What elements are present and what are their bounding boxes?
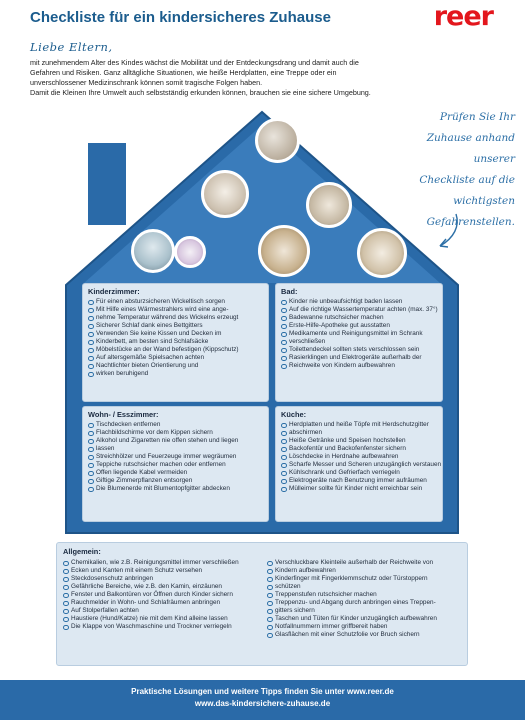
- arrow-icon: [432, 212, 462, 252]
- intro-line: Gefahren und Risiken. Ganz alltägliche Situationen, wie heiße Herdplatten, eine Treppe oder ein: [30, 68, 337, 77]
- greeting: Liebe Eltern,: [30, 40, 113, 54]
- section-wohnzimmer: [82, 406, 269, 522]
- page-title: Checkliste für ein kindersicheres Zuhause: [30, 9, 331, 26]
- list-item: verschließen: [281, 338, 437, 346]
- callout-line: Checkliste auf die: [419, 174, 515, 186]
- list-item: Chemikalien, wie z.B. Reinigungsmittel immer verschließen: [63, 559, 257, 567]
- section-kinderzimmer: [82, 283, 269, 402]
- list-item: nehme Temperatur während des Wickelns erzeugt: [88, 314, 263, 322]
- list-item: Die Klappe von Waschmaschine und Trockner verriegeln: [63, 623, 257, 631]
- list-item: Herdplatten und heiße Töpfe mit Herdschutzgitter: [281, 421, 437, 429]
- brand-logo: reer: [433, 1, 493, 32]
- list-item: Steckdosenschutz anbringen: [63, 575, 257, 583]
- photo-child-cabinet: [201, 170, 249, 218]
- list-item: Medikamente und Reinigungsmittel im Schrank: [281, 330, 437, 338]
- list-item: Auf Stolperfallen achten: [63, 607, 257, 615]
- section-kueche: [275, 406, 443, 522]
- list-item: Auf altersgemäße Spielsachen achten: [88, 354, 263, 362]
- list-item: Tischdecken entfernen: [88, 421, 263, 429]
- list-item: Mit Hilfe eines Wärmestrahlers wird eine ange-: [88, 306, 263, 314]
- photo-gate-open: [357, 228, 407, 278]
- photo-child-stairs: [306, 182, 352, 228]
- photo-window-guard: [255, 118, 300, 163]
- list-item: Streichhölzer und Feuerzeuge immer wegräumen: [88, 453, 263, 461]
- intro-line: unverschlossener Medizinschrank können somit tragische Folgen haben.: [30, 78, 263, 87]
- list-item: Haustiere (Hund/Katze) nie mit dem Kind alleine lassen: [63, 615, 257, 623]
- section-title: Allgemein:: [63, 547, 101, 556]
- list-item: Treppenzu- und Abgang durch anbringen eines Treppen-: [267, 599, 461, 607]
- list-item: Für einen absturzsicheren Wickeltisch sorgen: [88, 298, 263, 306]
- footer-banner: [0, 680, 525, 720]
- list-item: Elektrogeräte nach Benutzung immer aufräumen: [281, 477, 437, 485]
- list-item: Kindern aufbewahren: [267, 567, 461, 575]
- callout-line: Prüfen Sie Ihr: [439, 111, 515, 123]
- list-item: Ecken und Kanten mit einem Schutz versehen: [63, 567, 257, 575]
- intro-line: mit zunehmendem Alter des Kindes wächst die Mobilität und der Entdeckungsdrang und damit auch die: [30, 58, 359, 67]
- list-item: Auf die richtige Wassertemperatur achten (max. 37°): [281, 306, 437, 314]
- list-item: Verwenden Sie keine Kissen und Decken im: [88, 330, 263, 338]
- list-item: Offen liegende Kabel vermeiden: [88, 469, 263, 477]
- list-item: Rasierklingen und Elektrogeräte außerhalb der: [281, 354, 437, 362]
- list-item: Toilettendeckel sollten stets verschlossen sein: [281, 346, 437, 354]
- list-item: Fenster und Balkontüren vor Öffnen durch Kinder sichern: [63, 591, 257, 599]
- list-item: Möbelstücke an der Wand befestigen (Kippschutz): [88, 346, 263, 354]
- list-item: Kinderfinger mit Fingerklemmschutz oder Türstoppern: [267, 575, 461, 583]
- list-item: Mülleimer sollte für Kinder nicht erreichbar sein: [281, 485, 437, 493]
- list-item: Glasflächen mit einer Schutzfolie vor Bruch sichern: [267, 631, 461, 639]
- list-item: Backofentür und Backofenfenster sichern: [281, 445, 437, 453]
- list-item: Scharfe Messer und Scheren unzugänglich verstauen: [281, 461, 437, 469]
- list-item: Die Blumenerde mit Blumentopfgitter abdecken: [88, 485, 263, 493]
- list-item: Giftige Zimmerpflanzen entsorgen: [88, 477, 263, 485]
- photo-stair-gate: [258, 225, 310, 277]
- list-item: Alkohol und Zigaretten nie offen stehen und liegen: [88, 437, 263, 445]
- list-item: lassen: [88, 445, 263, 453]
- section-title: Wohn- / Esszimmer:: [88, 410, 159, 419]
- list-item: Rauchmelder in Wohn- und Schlafräumen anbringen: [63, 599, 257, 607]
- callout-line: Gefahrenstellen.: [426, 216, 515, 228]
- footer-link-reer[interactable]: Praktische Lösungen und weitere Tipps finden Sie unter www.reer.de: [131, 687, 394, 696]
- list-item: Gefährliche Bereiche, wie z.B. den Kamin, einzäunen: [63, 583, 257, 591]
- list-item: gitters sichern: [267, 607, 461, 615]
- footer-link-kindersicher[interactable]: www.das-kindersichere-zuhause.de: [194, 699, 331, 708]
- section-bad: [275, 283, 443, 402]
- list-item: wirken beruhigend: [88, 370, 263, 378]
- list-item: Taschen und Tüten für Kinder unzugänglich aufbewahren: [267, 615, 461, 623]
- list-item: Heiße Getränke und Speisen hochstellen: [281, 437, 437, 445]
- photo-kite: [174, 236, 206, 268]
- list-item: Verschluckbare Kleinteile außerhalb der Reichweite von: [267, 559, 461, 567]
- list-item: Treppenstufen rutschsicher machen: [267, 591, 461, 599]
- section-title: Bad:: [281, 287, 298, 296]
- section-title: Küche:: [281, 410, 307, 419]
- list-item: Teppiche rutschsicher machen oder entfernen: [88, 461, 263, 469]
- callout-line: wichtigsten: [453, 195, 515, 207]
- photo-child-window: [131, 229, 175, 273]
- list-item: Kinder nie unbeaufsichtigt baden lassen: [281, 298, 437, 306]
- list-item: abschirmen: [281, 429, 437, 437]
- callout-line: Zuhause anhand: [426, 132, 515, 144]
- intro-line: Damit die Kleinen Ihre Umwelt auch selbstständig erkunden können, brauchen sie eine sichere Umgebung.: [30, 88, 371, 97]
- list-item: Reichweite von Kindern aufbewahren: [281, 362, 437, 370]
- callout-line: unserer: [473, 153, 515, 165]
- list-item: Sicherer Schlaf dank eines Bettgitters: [88, 322, 263, 330]
- house-chimney: [88, 143, 126, 225]
- list-item: Löschdecke in Herdnahe aufbewahren: [281, 453, 437, 461]
- section-title: Kinderzimmer:: [88, 287, 140, 296]
- list-item: Nachtlichter bieten Orientierung und: [88, 362, 263, 370]
- list-item: Erste-Hilfe-Apotheke gut ausstatten: [281, 322, 437, 330]
- list-item: Kinderbett, am besten sind Schlafsäcke: [88, 338, 263, 346]
- list-item: Flachbildschirme vor dem Kippen sichern: [88, 429, 263, 437]
- section-allgemein: [56, 542, 468, 666]
- list-item: schützen: [267, 583, 461, 591]
- list-item: Badewanne rutschsicher machen: [281, 314, 437, 322]
- list-item: Notfallnummern immer griffbereit haben: [267, 623, 461, 631]
- list-item: Kühlschrank und Gefrierfach verriegeln: [281, 469, 437, 477]
